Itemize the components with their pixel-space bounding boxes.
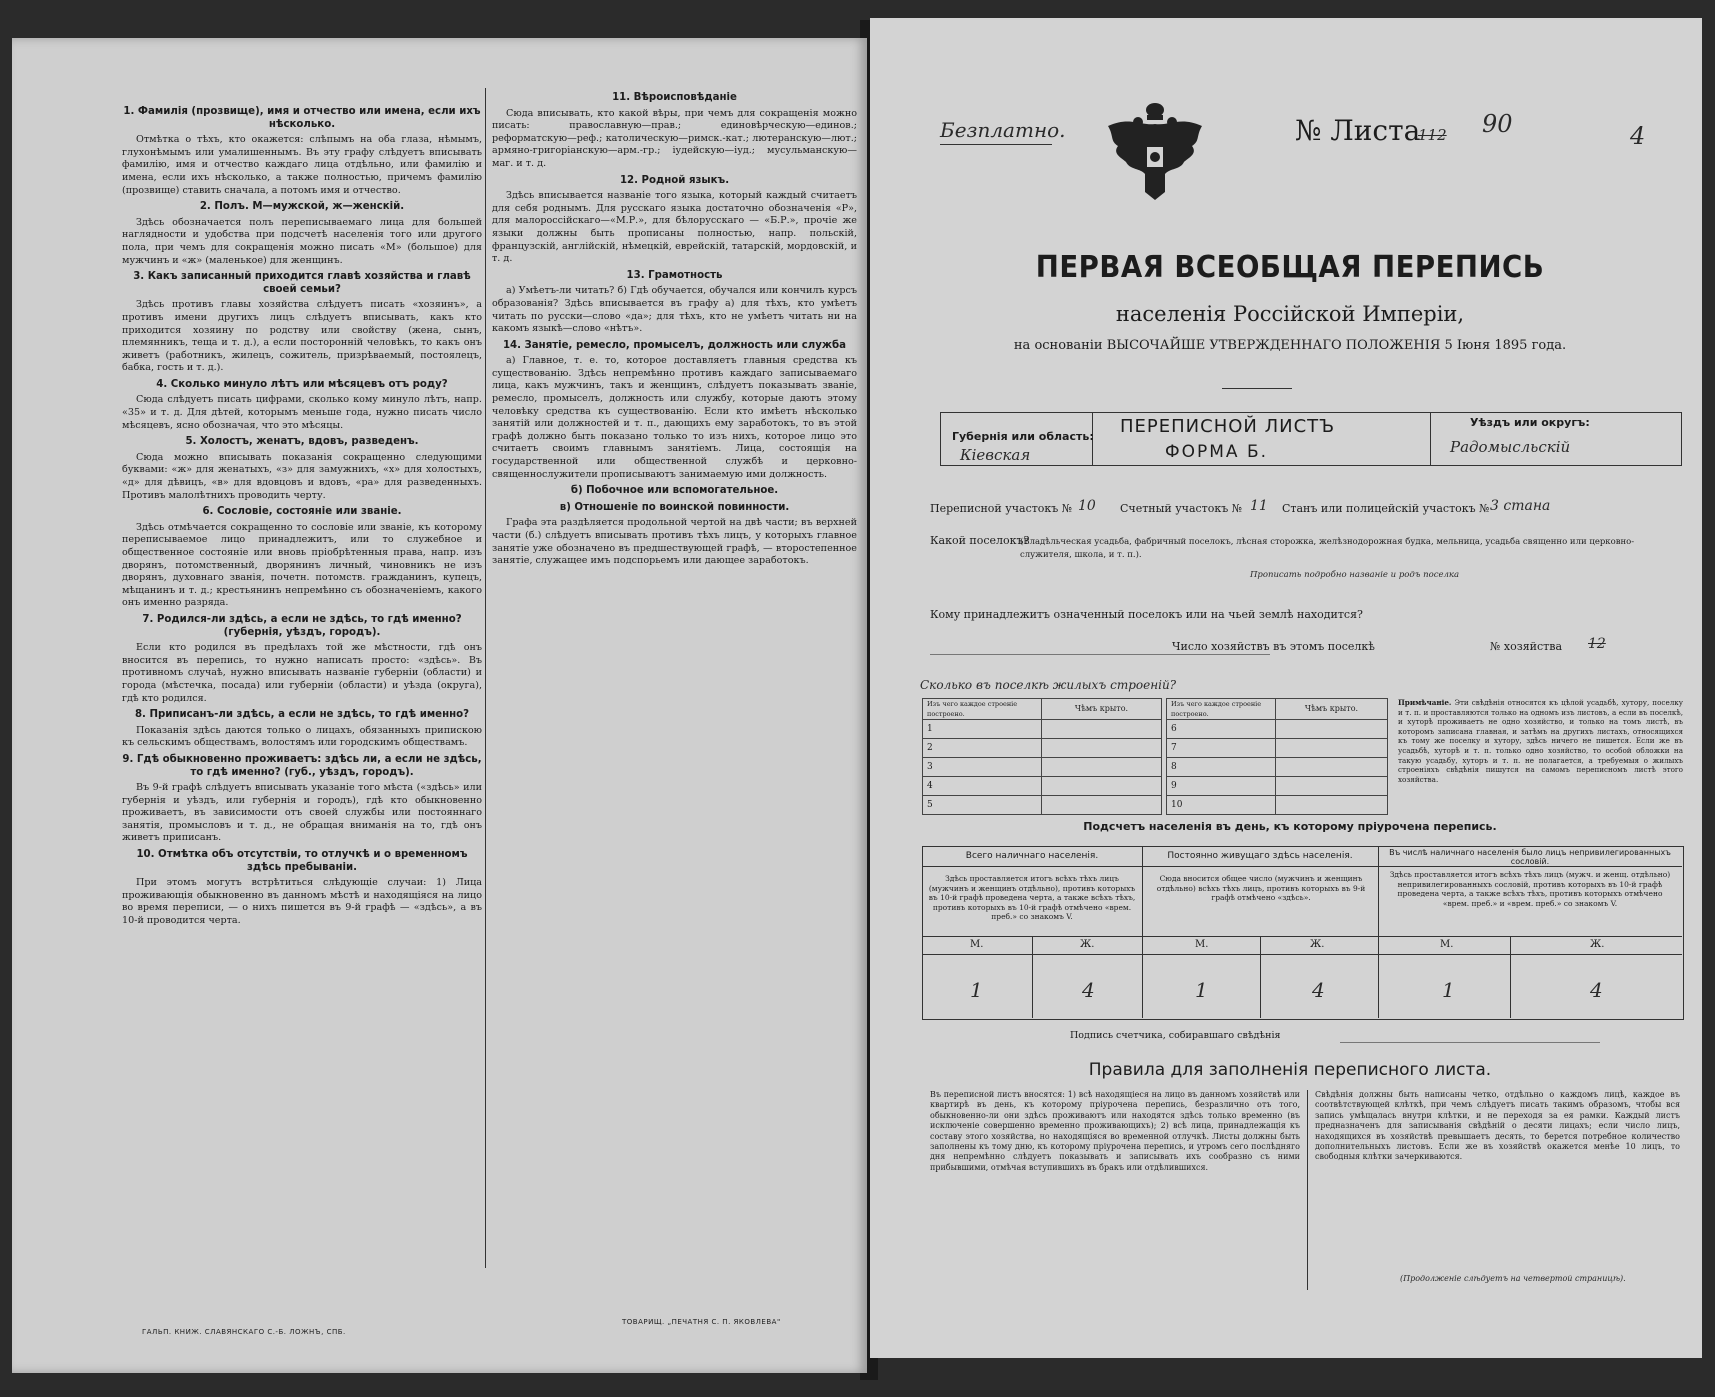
buildings-table-left	[922, 698, 1162, 815]
signature-label: Подпись счетчика, собиравшаго свѣдѣнія	[1070, 1030, 1281, 1041]
buildings-row: 2	[923, 739, 1042, 758]
stan-value: 3 стана	[1490, 498, 1551, 514]
instruction-text: Показанія здѣсь даются только о лицахъ, обязанныхъ припискою къ сельскимъ обществамъ, волостямъ или городскимъ обществамъ.	[122, 724, 482, 749]
buildings-row: 1	[923, 720, 1042, 739]
buildings-row: 7	[1167, 739, 1276, 758]
instruction-heading: 3. Какъ записанный приходится главѣ хозяйства и главѣ своей семьи?	[133, 271, 471, 295]
instruction-text: Здѣсь отмѣчается сокращенно то сословіе или званіе, къ которому переписываемое лицо принадлежитъ, или то служебное и общественное состояніе или вновь пріобрѣтенныя права, напр. изъ дворянъ, потомственный, дворянинъ личный, чиновникъ не изъ дворянъ, духовнаго званія, почетн. потомств. гражданинъ, купецъ, мѣщанинъ и т. д.; крестьянинъ непремѣнно съ обозначеніемъ, какого онъ именно разряда.	[122, 521, 482, 609]
household-no-value: 12	[1588, 636, 1606, 652]
census-subtitle: населенія Россійской Имперіи,	[1115, 302, 1465, 326]
free-underline	[940, 144, 1052, 145]
pop-col-permanent-title: Постоянно живущаго здѣсь населенія.	[1167, 851, 1353, 861]
corner-mark-2: 4	[1630, 122, 1646, 150]
form-type: ФОРМА Б.	[1165, 442, 1269, 462]
count-area-value: 11	[1250, 498, 1268, 514]
left-page-instructions	[12, 38, 867, 1373]
pop-mf-divider-3	[1510, 936, 1511, 1018]
f-label: Ж.	[1080, 939, 1095, 950]
m-label: М.	[1440, 939, 1454, 950]
province-value: Кіевская	[960, 446, 1031, 464]
census-area-value: 10	[1078, 498, 1096, 514]
household-no-label: № хозяйства	[1490, 640, 1562, 653]
column-divider	[485, 88, 486, 1268]
pop-col-nonpriv-title: Въ числѣ наличнаго населенія было лицъ непривилегированныхъ сословій.	[1389, 848, 1671, 866]
buildings-table-right	[1166, 698, 1388, 815]
instruction-heading: 13. Грамотность	[626, 269, 723, 281]
instruction-text: При этомъ могутъ встрѣтиться слѣдующіе случаи: 1) Лица проживающія обыкновенно въ данномъ мѣстѣ и находящіяся на лицо во время переписи, — о нихъ пишется въ 9-й графѣ — «здѣсь», а въ 10-й проводится черта.	[122, 877, 482, 927]
instruction-text: Здѣсь обозначается полъ переписываемаго лица для большей наглядности и удобства при подсчетѣ населенія того или другого пола, при чемъ для сокращенія можно писать «М» (большое) для мужчинъ и «ж» (маленькое) для женщинъ.	[122, 216, 482, 266]
census-main-title: ПЕРВАЯ ВСЕОБЩАЯ ПЕРЕПИСЬ	[1035, 250, 1545, 285]
sheet-number-label: № Листа	[1295, 114, 1421, 147]
pop-divider-2	[1378, 846, 1379, 1018]
instruction-text: а) Главное, т. е. то, которое доставляетъ главныя средства къ существованію. Здѣсь непремѣнно противъ каждаго записываемаго лица, какъ мужчинъ, такъ и женщинъ, слѣдуетъ показывать званіе, ремесло, промыселъ, должность или службу, которые даютъ этому человѣку средства къ существованію. Если кто имѣетъ нѣсколько занятій или должностей и т. п., дающихъ ему заработокъ, то въ этой графѣ должно быть показано только то изъ нихъ, которое лицо это считаетъ своимъ главнымъ занятіемъ. Лица, состоящія на государственной или общественной службѣ и церковно-священнослужители прописываютъ занимаемую ими должность.	[492, 355, 857, 480]
count-area-label: Счетный участокъ №	[1120, 502, 1243, 515]
pop-permanent-f: 4	[1312, 978, 1325, 1002]
instruction-heading: 7. Родился-ли здѣсь, а если не здѣсь, то гдѣ именно? (губернія, уѣздъ, городъ).	[142, 613, 462, 638]
instructions-column-1	[122, 102, 482, 931]
instruction-heading: 12. Родной языкъ.	[619, 174, 730, 186]
pop-total-m: 1	[970, 978, 983, 1002]
pop-header-line	[922, 866, 1682, 867]
pop-col-permanent-desc: Сюда вносится общее число (мужчинъ и женщинъ отдѣльно) всѣхъ тѣхъ лицъ, противъ которыхъ въ 9-й графѣ отмѣчено «здѣсь».	[1156, 874, 1366, 902]
pop-desc-line	[922, 936, 1682, 937]
note-text: Эти свѣдѣнія относятся къ цѣлой усадьбѣ, хутору, поселку и т. п. и проставляются только на одномъ изъ листовъ, а если въ поселкѣ, и хуторѣ проживаетъ не одно хозяйство, и только на томъ листѣ, въ которомъ записана главная, и затѣмъ на другихъ листахъ, относящихся къ тому же поселку и хутору, здѣсь ничего не пишется. Если же въ усадьбѣ, хуторѣ и т. п. только одно хозяйство, то особой обложки на такую усадьбу, хуторъ и т. п. не полагается, а требуемыя о жилыхъ строеніяхъ свѣдѣнія пишутся на самомъ переписномъ листѣ этого хозяйства.	[1398, 698, 1683, 784]
instruction-heading: 4. Сколько минуло лѣтъ или мѣсяцевъ отъ роду?	[156, 378, 448, 390]
buildings-row: 9	[1167, 777, 1276, 796]
printer-footer-left: ГАЛЬП. КНИЖ. СЛАВЯНСКАГО С.-Б. ЛОЖНЪ, СПБ.	[142, 1328, 346, 1336]
settlement-hint: (Владѣльческая усадьба, фабричный поселокъ, лѣсная сторожка, желѣзнодорожная будка, мельница, усадьба священно или церковно-служителя, школа, и т. п.).	[1020, 537, 1635, 560]
instruction-heading: 9. Гдѣ обыкновенно проживаетъ: здѣсь ли, а если не здѣсь, то гдѣ именно? (губ., уѣздъ, городъ).	[122, 753, 482, 778]
header-divider-2	[1430, 412, 1431, 466]
population-heading: Подсчетъ населенія въ день, къ которому пріурочена перепись.	[1083, 820, 1497, 833]
signature-line	[1340, 1042, 1600, 1043]
instruction-text: Здѣсь противъ главы хозяйства слѣдуетъ писать «хозяинъ», а противъ имени другихъ лицъ слѣдуетъ вписывать, какъ кто приходится хозяину по родству или свойству (жена, сынъ, племянникъ, теща и т. д.), а если посторонній человѣкъ, то какъ онъ живетъ (работникъ, жилецъ, сожитель, призрѣваемый, постоялецъ, бабка, гость и т. д.).	[122, 299, 482, 374]
f-label: Ж.	[1310, 939, 1325, 950]
buildings-row: 3	[923, 758, 1042, 777]
households-label: Число хозяйствъ въ этомъ поселкѣ	[1172, 640, 1375, 653]
pop-divider-1	[1142, 846, 1143, 1018]
buildings-col-a: Изъ чего каждое строеніе построено.	[923, 699, 1042, 720]
corner-mark-1: 90	[1482, 110, 1513, 138]
pop-permanent-m: 1	[1195, 978, 1208, 1002]
rules-divider	[1307, 1090, 1308, 1290]
note-block	[1398, 698, 1683, 784]
instruction-heading: б) Побочное или вспомогательное.	[570, 485, 779, 497]
instruction-heading: 2. Полъ. М—мужской, ж—женскій.	[199, 201, 405, 213]
instruction-heading: 14. Занятіе, ремесло, промыселъ, должность или служба	[502, 339, 847, 351]
rules-title: Правила для заполненія переписного листа.	[1088, 1060, 1492, 1080]
owner-label: Кому принадлежитъ означенный поселокъ или на чьей землѣ находится?	[930, 608, 1363, 621]
district-value: Радомысльскій	[1450, 438, 1571, 456]
imperial-eagle-emblem	[1100, 96, 1210, 206]
buildings-col-a: Изъ чего каждое строеніе построено.	[1167, 699, 1276, 720]
buildings-col-b: Чѣмъ крыто.	[1276, 699, 1388, 720]
instruction-text: Графа эта раздѣляется продольной чертой на двѣ части; въ верхней части (б.) слѣдуетъ вписывать противъ тѣхъ лицъ, у которыхъ главное занятіе уже обозначено въ предшествующей графѣ, — второстепенное занятіе, служащее имъ подспорьемъ или дающее заработокъ.	[492, 517, 857, 567]
stan-label: Станъ или полицейскій участокъ №	[1282, 502, 1490, 515]
buildings-row: 8	[1167, 758, 1276, 777]
district-label: Уѣздъ или округъ:	[1470, 416, 1590, 429]
census-area-label: Переписной участокъ №	[930, 502, 1073, 515]
buildings-row: 4	[923, 777, 1042, 796]
buildings-row: 5	[923, 796, 1042, 815]
note-label: Примѣчаніе.	[1398, 698, 1452, 707]
instruction-heading: 5. Холостъ, женатъ, вдовъ, разведенъ.	[185, 436, 419, 448]
instruction-text: Сюда можно вписывать показанія сокращенно следующими буквами: «ж» для женатыхъ, «з» для замужнихъ, «х» для холостыхъ, «д» для дѣвицъ, «в» для вдовцовъ и вдовъ, «ра» для разведенныхъ. Противъ малолѣтнихъ проводить черту.	[122, 451, 482, 501]
instruction-text: Сюда вписывать, кто какой вѣры, при чемъ для сокращенія можно писать: православную—прав.; единовѣрческую—единов.; реформатскую—реф.; католическую—римск.-кат.; лютеранскую—лют.; армяно-григоріанскую—арм.-гр.; іудейскую—іуд.; мусульманскую—маг. и т. д.	[492, 107, 857, 169]
settlement-hint-2: Прописать подробно названіе и родъ поселка	[1250, 570, 1460, 580]
instruction-text: Въ 9-й графѣ слѣдуетъ вписывать указаніе того мѣста («здѣсь» или губернія и уѣздъ, или губернія и городъ), гдѣ кто обыкновенно проживаетъ, въ зависимости отъ своей службы или постояннаго занятія, промысловъ и т. д., не обращая вниманія на то, гдѣ онъ живетъ приписанъ.	[122, 782, 482, 844]
pop-total-f: 4	[1082, 978, 1095, 1002]
pop-mf-divider-2	[1260, 936, 1261, 1018]
owner-line	[930, 654, 1270, 655]
rules-left-text: Въ переписной листъ вносятся: 1) всѣ находящіеся на лицо въ данномъ хозяйствѣ или квартирѣ въ день, къ которому пріурочена перепись, безразлично отъ того, обыкновенно-ли они здѣсь проживаютъ или находятся здѣсь только временно (въ исключеніе совершенно временно проживающихъ); 2) всѣ лица, принадлежащія къ составу этого хозяйства, но находящіяся во временной отлучкѣ. Листы должны быть заполнены къ тому дню, къ которому пріурочена перепись, и утромъ сего послѣдняго дня непремѣнно слѣдуетъ показывать и записывать ихъ сообразно съ ними прибывшими, отмѣчая вступившихъ въ бракъ или отдѣлившихся.	[930, 1090, 1300, 1172]
pop-nonpriv-f: 4	[1590, 978, 1603, 1002]
buildings-label: Сколько въ поселкѣ жилыхъ строеній?	[920, 678, 1177, 692]
province-label: Губернія или область:	[952, 430, 1094, 443]
instruction-text: Отмѣтка о тѣхъ, кто окажется: слѣпымъ на оба глаза, нѣмымъ, глухонѣмымъ или умалишеннымъ. Въ эту графу слѣдуетъ вписывать фамилію, имя и отчество каждаго лица отдѣльно, или фамилію и имена, если ихъ нѣсколько, а также полностью, причемъ фамилію (прозвище) ставить сначала, а потомъ имя и отчество.	[122, 134, 482, 196]
pop-col-total-title: Всего наличнаго населенія.	[965, 851, 1099, 861]
instruction-heading: 8. Приписанъ-ли здѣсь, а если не здѣсь, то гдѣ именно?	[134, 709, 470, 721]
sheet-number-value: 112	[1418, 126, 1447, 144]
m-label: М.	[1195, 939, 1209, 950]
m-label: М.	[970, 939, 984, 950]
instruction-text: Сюда слѣдуетъ писать цифрами, сколько кому минуло лѣтъ, напр. «35» и т. д. Для дѣтей, которымъ меньше года, нужно писать число мѣсяцевъ, ясно обозначая, что это мѣсяцы.	[122, 394, 482, 431]
f-label: Ж.	[1590, 939, 1605, 950]
settlement-label: Какой поселокъ?	[930, 534, 1030, 547]
pop-mf-divider-1	[1032, 936, 1033, 1018]
continued-note: (Продолженіе слѣдуетъ на четвертой страницѣ).	[1400, 1274, 1626, 1283]
instruction-heading: 11. Вѣроисповѣданіе	[612, 92, 737, 103]
instruction-text: Здѣсь вписывается названіе того языка, который каждый считаетъ для себя роднымъ. Для русскаго языка достаточно обозначенія «Р», для малороссійскаго—«М.Р.», для бѣлорусскаго — «Б.Р.», прочіе же языки должны быть прописаны полностью, напр. польскій, французскій, англійскій, нѣмецкій, еврейскій, татарскій, мордовскій, и т. д.	[492, 190, 857, 265]
title-separator	[1222, 388, 1292, 389]
pop-mf-line	[922, 954, 1682, 955]
printer-footer-right: ТОВАРИЩ. „ПЕЧАТНЯ С. П. ЯКОВЛЕВА"	[622, 1318, 781, 1326]
right-page-census-form	[870, 18, 1702, 1358]
instruction-heading: 1. Фамилія (прозвище), имя и отчество или имена, если ихъ нѣсколько.	[123, 106, 481, 130]
free-label: Безплатно.	[940, 118, 1066, 142]
form-title: ПЕРЕПИСНОЙ ЛИСТЪ	[1120, 416, 1336, 437]
census-basis: на основаніи ВЫСОЧАЙШЕ УТВЕРЖДЕННАГО ПОЛОЖЕНІЯ 5 Іюня 1895 года.	[1013, 338, 1567, 353]
instruction-heading: в) Отношеніе по воинской повинности.	[559, 501, 790, 513]
buildings-col-b: Чѣмъ крыто.	[1042, 699, 1162, 720]
pop-nonpriv-m: 1	[1442, 978, 1455, 1002]
rules-right-text: Свѣдѣнія должны быть написаны четко, отдѣльно о каждомъ лицѣ, каждое въ соотвѣтствующей клѣткѣ, при чемъ слѣдуетъ писать такимъ образомъ, чтобы вся запись умѣщалась внутри клѣтки, и не переходя за ея рамки. Каждый листъ предназначенъ для записыванія свѣдѣній о десяти лицахъ; если число лицъ, находящихся въ хозяйствѣ превышаетъ десять, то берется потребное количество дополнительныхъ листовъ. Если же въ хозяйствѣ окажется менѣе 10 лицъ, то свободныя клѣтки зачеркиваются.	[1315, 1090, 1680, 1162]
instruction-heading: 6. Сословіе, состояніе или званіе.	[202, 506, 402, 518]
instructions-column-2	[492, 88, 857, 571]
pop-col-total-desc: Здѣсь проставляется итогъ всѣхъ тѣхъ лицъ (мужчинъ и женщинъ отдѣльно), противъ которыхъ въ 10-й графѣ проведена черта, а также всѣхъ тѣхъ, противъ которыхъ въ 10-й графѣ отмѣчено «врем. преб.» со знакомъ V.	[928, 874, 1136, 921]
instruction-text: а) Умѣетъ-ли читать? б) Гдѣ обучается, обучался или кончилъ курсъ образованія? Здѣсь вписывается въ графу а) для тѣхъ, кто умѣетъ читать по русски—слово «да»; для тѣхъ, кто не умѣетъ читать ни на какомъ языкѣ—слово «нѣтъ».	[492, 285, 857, 335]
pop-col-nonpriv-desc: Здѣсь проставляется итогъ всѣхъ тѣхъ лицъ (мужч. и женщ. отдѣльно) непривилегированныхъ сословій, противъ которыхъ въ 10-й графѣ проведена черта, а также всѣхъ тѣхъ, противъ которыхъ отмѣчено «врем. преб.» и «врем. преб.» со знакомъ V.	[1389, 870, 1671, 908]
instruction-heading: 10. Отмѣтка объ отсутствіи, то отлучкѣ и о временномъ здѣсь пребываніи.	[136, 849, 468, 873]
buildings-row: 6	[1167, 720, 1276, 739]
instruction-text: Если кто родился въ предѣлахъ той же мѣстности, гдѣ онъ вносится въ перепись, то нужно написать просто: «здѣсь». Въ противномъ случаѣ, нужно вписывать названіе губерніи (области) и города (мѣстечка, посада) или губерніи (области) и уѣзда (округа), гдѣ кто родился.	[122, 642, 482, 704]
buildings-row: 10	[1167, 796, 1276, 815]
